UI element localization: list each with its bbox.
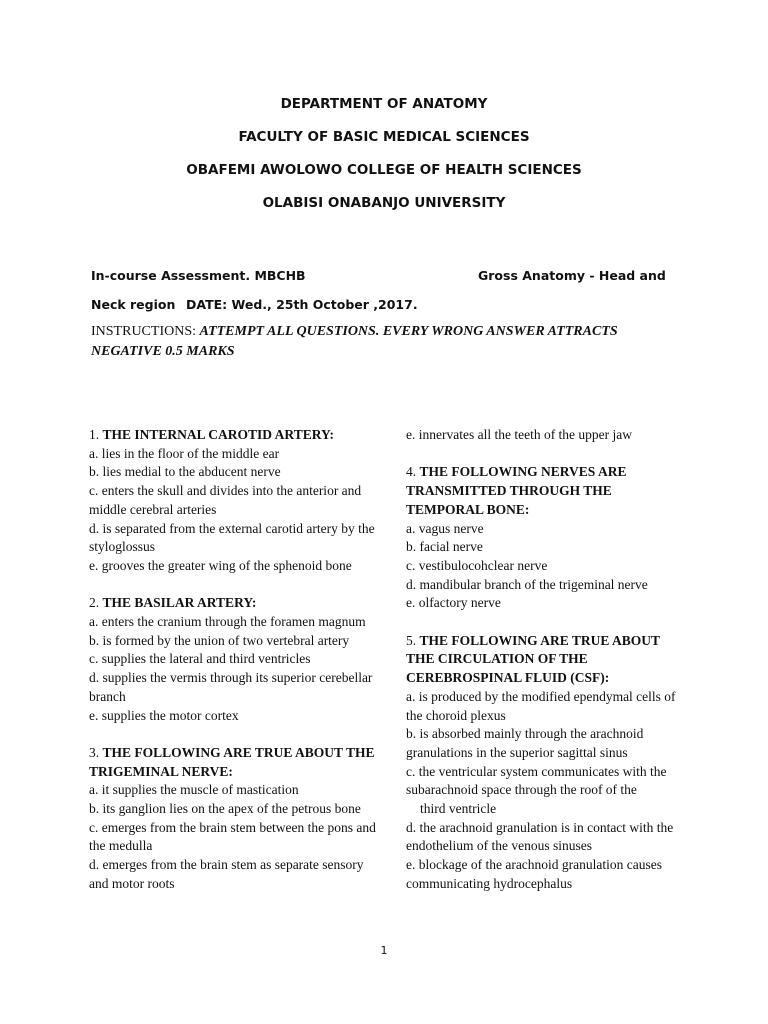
option-c: c. the ventricular system communicates with the subarachnoid space through the roof of the (406, 763, 667, 798)
option-d: d. is separated from the external carotid artery by the styloglossus (89, 520, 375, 555)
question-3-continued (406, 426, 691, 445)
university-heading: OLABISI ONABANJO UNIVERSITY (262, 195, 506, 211)
question-2 (89, 594, 379, 725)
option-e: e. blockage of the arachnoid granulation causes communicating hydrocephalus (406, 857, 663, 891)
assessment-label: In-course Assessment. MBCHB (91, 268, 306, 283)
region-label: Neck region (91, 297, 176, 312)
option-a: a. it supplies the muscle of mastication (89, 782, 299, 798)
question-4 (406, 463, 691, 613)
option-a: a. is produced by the modified ependymal cells of the choroid plexus (406, 688, 676, 723)
question-title: 5. THE FOLLOWING ARE TRUE ABOUT THE CIRCULATION OF THE CEREBROSPINAL FLUID (CSF): (406, 632, 660, 686)
left-column (89, 426, 379, 912)
option-b: b. its ganglion lies on the apex of the petrous bone (89, 801, 361, 817)
question-title: 2. THE BASILAR ARTERY: (89, 595, 257, 611)
option-d: d. the arachnoid granulation is in contact with the endothelium of the venous sinuses (406, 819, 674, 854)
option-b: b. is formed by the union of two vertebral artery (89, 632, 350, 648)
option-e: e. grooves the greater wing of the sphenoid bone (89, 557, 352, 573)
option-e: e. supplies the motor cortex (89, 707, 239, 723)
faculty-heading: FACULTY OF BASIC MEDICAL SCIENCES (238, 129, 530, 145)
option-b: b. lies medial to the abducent nerve (89, 464, 281, 480)
college-heading: OBAFEMI AWOLOWO COLLEGE OF HEALTH SCIENCES (186, 162, 582, 178)
option-a: a. lies in the floor of the middle ear (89, 445, 280, 461)
option-d: d. mandibular branch of the trigeminal nerve (406, 576, 648, 592)
option-b: b. is absorbed mainly through the arachnoid granulations in the superior sagittal sinus (406, 726, 644, 760)
question-3 (89, 744, 379, 894)
instructions (91, 322, 651, 362)
question-title: 1. THE INTERNAL CAROTID ARTERY: (89, 427, 334, 442)
option-c: c. enters the skull and divides into the anterior and middle cerebral arteries (89, 483, 362, 517)
option-e: e. innervates all the teeth of the upper jaw (406, 427, 633, 442)
option-a: a. vagus nerve (406, 520, 484, 536)
course-label: Gross Anatomy - Head and (478, 268, 666, 283)
question-5 (406, 632, 691, 894)
option-c: c. emerges from the brain stem between the pons and the medulla (89, 819, 376, 854)
option-d: d. supplies the vermis through its superior cerebellar branch (89, 670, 373, 704)
page-number: 1 (380, 944, 388, 957)
department-heading: DEPARTMENT OF ANATOMY (280, 96, 488, 112)
date-label: DATE: Wed., 25th October ,2017. (186, 297, 418, 312)
option-d: d. emerges from the brain stem as separate sensory and motor roots (89, 857, 364, 891)
option-b: b. facial nerve (406, 539, 483, 555)
question-title: 3. THE FOLLOWING ARE TRUE ABOUT THE TRIGEMINAL NERVE: (89, 744, 375, 779)
right-column (406, 426, 691, 912)
option-a: a. enters the cranium through the foramen magnum (89, 614, 366, 630)
option-c: c. supplies the lateral and third ventricles (89, 651, 311, 667)
instructions-label: INSTRUCTIONS: (91, 324, 200, 339)
option-c: c. vestibulocohclear nerve (406, 557, 548, 573)
option-c-continued: third ventricle (420, 801, 497, 817)
instructions-text: ATTEMPT ALL QUESTIONS. EVERY WRONG ANSWER ATTRACTS NEGATIVE 0.5 MARKS (91, 324, 618, 359)
question-title: 4. THE FOLLOWING NERVES ARE TRANSMITTED THROUGH THE TEMPORAL BONE: (406, 464, 627, 517)
question-1 (89, 426, 379, 576)
option-e: e. olfactory nerve (406, 595, 501, 611)
